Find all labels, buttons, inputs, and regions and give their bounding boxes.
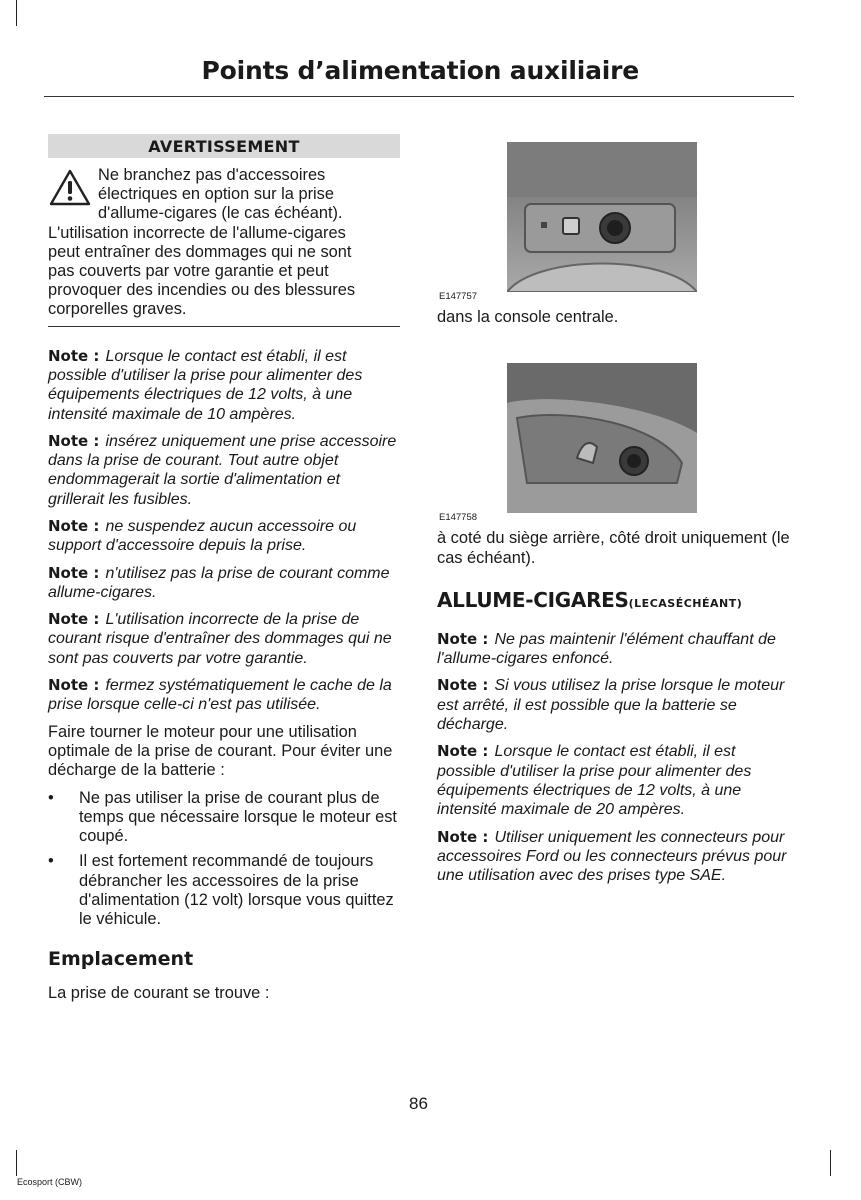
warning-line: corporelles graves. [48,300,187,319]
page-number: 86 [409,1094,428,1113]
note-label: Note : [48,517,100,535]
console-socket-illustration [507,142,697,292]
note-text: fermez systématiquement le cache de la prise lorsque celle-ci n'est pas utilisée. [48,677,392,714]
list-item: • Il est fortement recommandé de toujours débrancher les accessoires de la prise d'alimentation (12 volt) lorsque vous quittez le véhicule. [48,852,400,929]
bullet-list [48,789,400,930]
location-text: La prise de courant se trouve : [48,983,270,1002]
note-text: Ne pas maintenir l'élément chauffant de l'allume-cigares enfoncé. [437,630,776,668]
note-label: Note : [48,563,100,582]
figure-code: E147757 [439,291,478,302]
title-rule [44,96,794,97]
section-heading [437,588,793,612]
note [48,432,400,509]
warning-box [48,134,400,327]
list-item: • Ne pas utiliser la prise de courant plus de temps que nécessaire lorsque le moteur est coupé. [48,789,400,847]
note-label: Note : [48,610,100,629]
warning-line: pas couverts par votre garantie et peut [48,262,329,281]
note [437,676,793,734]
crop-mark [830,1150,831,1176]
note [48,517,400,556]
note-text: L'utilisation incorrecte de la prise de courant risque d'entraîner des dommages qui ne sont pas couverts par votre garantie. [48,611,392,667]
warning-heading: AVERTISSEMENT [48,134,400,158]
note-text: Si vous utilisez la prise lorsque le moteur est arrêté, il est possible que la batterie se décharge. [437,677,785,734]
figure-code: E147758 [439,512,478,524]
warning-line: provoquer des incendies ou des blessures [48,281,356,300]
note-label: Note : [48,346,100,365]
figure-rear-seat [437,355,793,523]
location-heading: Emplacement [48,947,194,970]
footer-model: Ecosport (CBW) [17,1177,83,1187]
section-heading-suffix: (LECASÉCHÉANT) [628,596,743,610]
page-title: Points d’alimentation auxiliaire [201,56,639,85]
note [48,347,400,424]
note-text: ne suspendez aucun accessoire ou support d'accessoire depuis la prise. [48,518,357,555]
section-heading-text: ALLUME-CIGARES [437,587,629,612]
warning-body [48,166,400,320]
left-column [48,134,400,1011]
note-text: Lorsque le contact est établi, il est possible d'utiliser la prise pour alimenter des équipements électriques de 12 volts, à une intensité maximale de 20 ampères. [437,743,752,819]
note-text: n'utilisez pas la prise de courant comme allume-cigares. [48,564,390,601]
note [48,610,400,668]
warning-line: électriques en option sur la prise [98,185,334,204]
note-label: Note : [437,676,489,695]
rear-seat-socket-illustration [507,363,697,513]
note-label: Note : [48,431,100,450]
note-text: insérez uniquement une prise accessoire dans la prise de courant. Tout autre objet endommagerait la sortie d'alimentation et grillerait les fusibles. [48,432,397,508]
note [437,828,793,886]
figure-caption: à coté du siège arrière, côté droit uniquement (le cas échéant). [437,529,790,567]
warning-line: d'allume-cigares (le cas échéant). [98,204,343,223]
crop-mark [16,0,17,26]
note-text: Utiliser uniquement les connecteurs pour accessoires Ford ou les connecteurs prévus pour une utilisation avec des prises type SAE. [437,828,787,885]
note-label: Note : [48,676,100,695]
note [437,742,793,819]
rear-seat-socket-photo [507,363,697,513]
right-column [437,134,793,893]
note-text: Lorsque le contact est établi, il est possible d'utiliser la prise pour alimenter des équipements électriques de 12 volts, à une intensité maximale de 10 ampères. [48,347,363,423]
warning-line: peut entraîner des dommages qui ne sont [48,242,352,261]
note [48,564,400,603]
warning-line: Ne branchez pas d'accessoires [98,166,326,184]
crop-mark [16,1150,17,1176]
note-label: Note : [437,629,489,648]
intro-paragraph: Faire tourner le moteur pour une utilisation optimale de la prise de courant. Pour éviter une décharge de la batterie : [48,722,393,780]
console-socket-photo [507,142,697,292]
figure-console [437,134,793,302]
note [48,676,400,715]
note-label: Note : [437,827,489,846]
note-label: Note : [437,742,489,761]
figure-caption: dans la console centrale. [437,308,619,326]
note [437,630,793,669]
warning-triangle-icon [48,168,92,208]
warning-line: L'utilisation incorrecte de l'allume-cigares [48,223,346,242]
